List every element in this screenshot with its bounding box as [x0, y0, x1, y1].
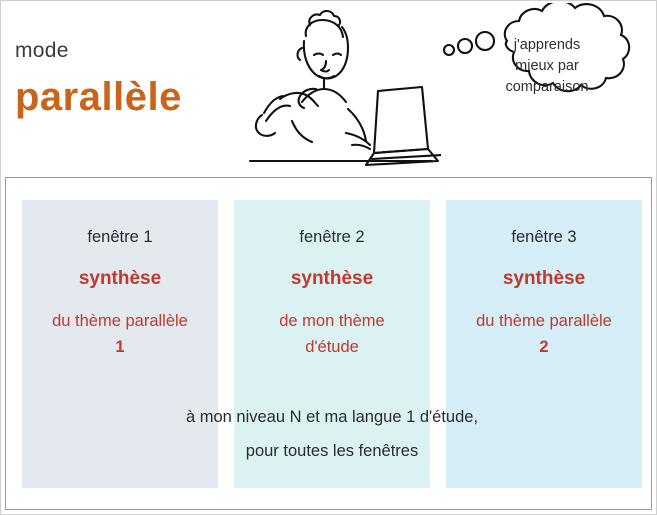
footer-line-2: pour toutes les fenêtres: [245, 442, 419, 460]
column-1-subtitle: [22, 308, 218, 360]
column-2-synthesis: synthèse: [290, 268, 374, 289]
column-3-synthesis: synthèse: [502, 268, 586, 289]
column-2-subtitle: [234, 308, 430, 360]
person-thinking-at-laptop-icon: [206, 3, 441, 175]
column-3-header: fenêtre 3: [511, 228, 577, 246]
column-2-subtitle-line-1: de mon thème: [279, 312, 385, 330]
column-3-subtitle-line-1: du thème parallèle: [476, 312, 612, 330]
panel-footer-text: [22, 400, 642, 468]
thought-bubble-text: [471, 35, 623, 98]
mode-panel: [5, 177, 652, 510]
column-3-subtitle-line-2: 2: [539, 338, 549, 356]
column-1-subtitle-line-1: du thème parallèle: [52, 312, 188, 330]
mode-title: parallèle: [15, 75, 182, 119]
column-2-subtitle-line-2: d'étude: [305, 338, 359, 356]
column-1-synthesis: synthèse: [78, 268, 162, 289]
thought-text-line-1: j'apprends: [513, 37, 581, 53]
footer-line-1: à mon niveau N et ma langue 1 d'étude,: [185, 408, 479, 426]
column-2-header: fenêtre 2: [299, 228, 365, 246]
column-1-subtitle-line-2: 1: [115, 338, 125, 356]
mode-label: mode: [15, 39, 69, 62]
column-3-subtitle: [446, 308, 642, 360]
thought-text-line-3: comparaison: [505, 79, 589, 95]
thought-text-line-2: mieux par: [515, 58, 579, 74]
columns-container: [6, 178, 653, 509]
column-1-header: fenêtre 1: [87, 228, 153, 246]
